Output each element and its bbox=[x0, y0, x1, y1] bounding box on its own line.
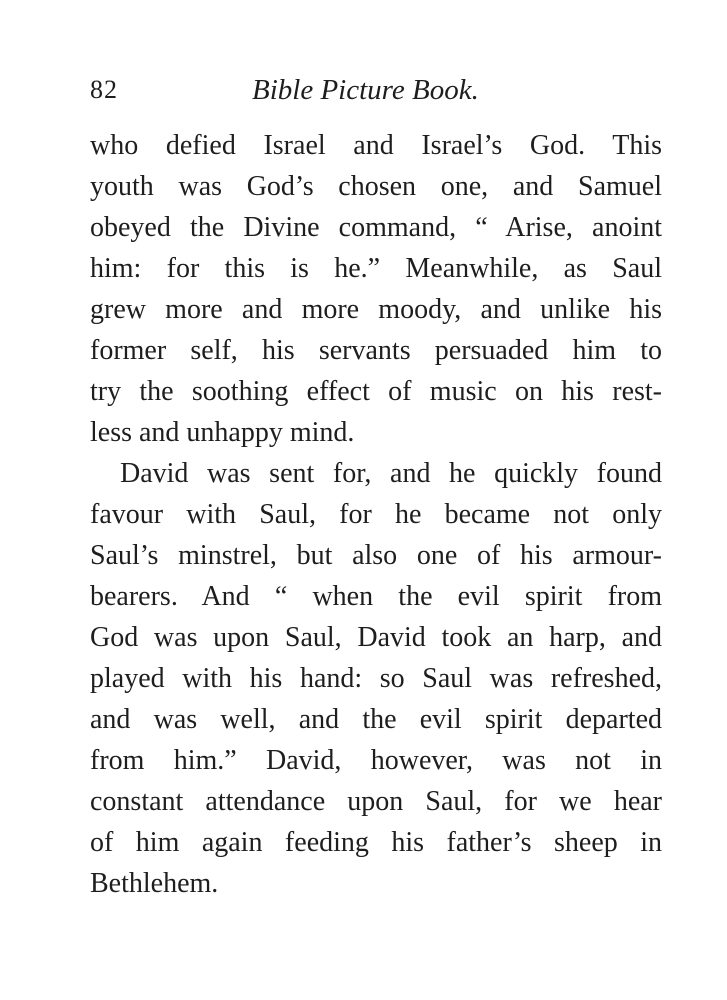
text-line: Bethlehem. bbox=[90, 868, 219, 899]
running-title: Bible Picture Book. bbox=[252, 74, 479, 106]
text-line: try the soothing effect of music on his rest- bbox=[90, 376, 662, 407]
text-line: him: for this is he.” Meanwhile, as Saul bbox=[90, 253, 662, 284]
text-line: of him again feeding his father’s sheep in bbox=[90, 827, 662, 858]
text-line: grew more and more moody, and unlike his bbox=[90, 294, 662, 325]
paragraph-1 bbox=[90, 125, 662, 453]
text-line: and was well, and the evil spirit departed bbox=[90, 704, 662, 735]
text-line: from him.” David, however, was not in bbox=[90, 745, 662, 776]
text-line: God was upon Saul, David took an harp, and bbox=[90, 622, 662, 653]
text-line: Saul’s minstrel, but also one of his armour- bbox=[90, 540, 662, 571]
text-line: bearers. And “ when the evil spirit from bbox=[90, 581, 662, 612]
text-line: who defied Israel and Israel’s God. This bbox=[90, 130, 662, 161]
text-line: obeyed the Divine command, “ Arise, anoint bbox=[90, 212, 662, 243]
body-text bbox=[90, 125, 662, 904]
text-line: youth was God’s chosen one, and Samuel bbox=[90, 171, 662, 202]
text-line: less and unhappy mind. bbox=[90, 417, 355, 448]
text-line: former self, his servants persuaded him to bbox=[90, 335, 662, 366]
paragraph-2 bbox=[90, 453, 662, 904]
text-line: favour with Saul, for he became not only bbox=[90, 499, 662, 530]
text-line: constant attendance upon Saul, for we hear bbox=[90, 786, 662, 817]
running-head bbox=[90, 70, 670, 110]
page-number: 82 bbox=[90, 75, 118, 104]
text-line: David was sent for, and he quickly found bbox=[120, 458, 662, 489]
text-line: played with his hand: so Saul was refreshed, bbox=[90, 663, 662, 694]
